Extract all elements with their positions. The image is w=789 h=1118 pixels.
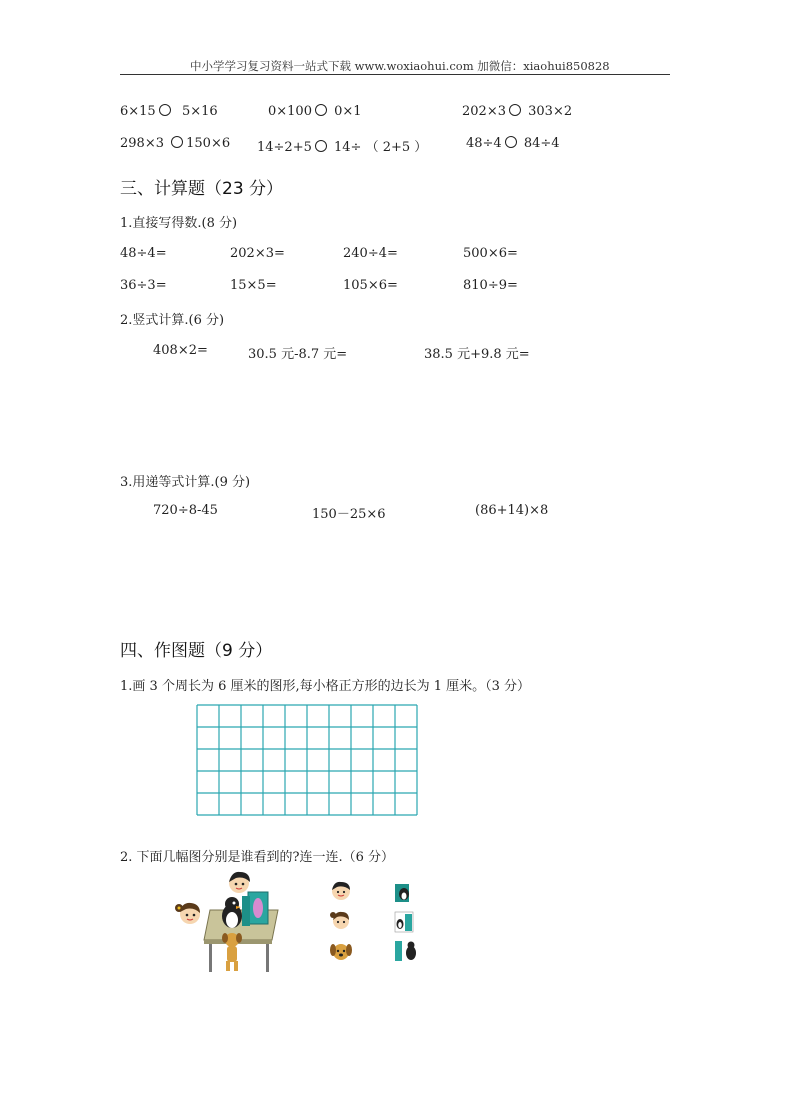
mental-math-item: 15×5=	[230, 278, 277, 293]
penguin-figure	[222, 897, 242, 928]
compare-circle[interactable]	[171, 136, 183, 148]
observation-scene-illustration	[170, 868, 285, 978]
drawing-q1-title: 1.画 3 个周长为 6 厘米的图形,每小格正方形的边长为 1 厘米。（3 分）	[120, 679, 531, 694]
compare-left: 298×3	[120, 136, 164, 151]
mental-math-item: 500×6=	[463, 246, 518, 261]
compare-circle[interactable]	[505, 136, 517, 148]
view-option-2[interactable]	[395, 912, 413, 932]
compare-circle[interactable]	[159, 104, 171, 116]
compare-right: 84÷4	[523, 136, 560, 151]
section3-title: 三、计算题（23 分）	[120, 179, 284, 199]
drawing-q2-title: 2. 下面几幅图分别是谁看到的?连一连.（6 分）	[120, 850, 395, 865]
stepwise-calc-item: (86+14)×8	[475, 503, 549, 518]
compare-circle[interactable]	[315, 104, 327, 116]
observer-faces-column	[328, 880, 354, 966]
page-header: 中小学学习复习资料一站式下载 www.woxiaohui.com 加微信：xiaohui850828	[190, 59, 610, 73]
views-column	[392, 882, 420, 964]
dog-figure	[222, 933, 242, 971]
compare-item	[120, 136, 230, 151]
mental-math-item: 810÷9=	[463, 278, 518, 293]
compare-item	[120, 104, 218, 119]
mental-math-item: 202×3=	[230, 246, 285, 261]
square-grid[interactable]	[196, 704, 418, 816]
q3-title: 3.用递等式计算.(9 分)	[120, 475, 251, 490]
compare-right: 150×6	[186, 136, 231, 151]
compare-right: 303×2	[528, 104, 573, 119]
q2-title: 2.竖式计算.(6 分)	[120, 313, 225, 328]
compare-item	[257, 136, 427, 155]
mental-math-item: 36÷3=	[120, 278, 167, 293]
compare-left: 14÷2+5	[257, 140, 312, 155]
compare-right: 5×16	[181, 104, 218, 119]
view-option-3[interactable]	[395, 941, 416, 961]
girl-face-icon[interactable]	[330, 912, 349, 929]
q1-title: 1.直接写得数.(8 分)	[120, 216, 238, 231]
compare-circle[interactable]	[509, 104, 521, 116]
grid-lines	[197, 705, 417, 815]
header-divider	[120, 74, 670, 75]
compare-item	[268, 104, 362, 119]
compare-left: 48÷4	[466, 136, 502, 151]
vertical-calc-item: 408×2=	[153, 343, 208, 358]
girl-figure-left	[175, 903, 200, 924]
compare-left: 6×15	[120, 104, 156, 119]
boy-face-icon[interactable]	[332, 882, 350, 900]
compare-right: 0×1	[334, 104, 362, 119]
stepwise-calc-item: 720÷8-45	[153, 503, 218, 518]
stepwise-calc-item: 150－25×6	[312, 507, 386, 522]
mental-math-item: 240÷4=	[343, 246, 398, 261]
compare-item	[462, 104, 572, 119]
compare-circle[interactable]	[315, 140, 327, 152]
compare-item	[466, 136, 560, 151]
compare-right: 14÷ （ 2+5 ）	[334, 140, 428, 155]
vertical-calc-item: 30.5 元-8.7 元=	[248, 347, 348, 362]
boy-figure-top	[229, 872, 250, 893]
mental-math-item: 105×6=	[343, 278, 398, 293]
vertical-calc-item: 38.5 元+9.8 元=	[424, 347, 530, 362]
mental-math-item: 48÷4=	[120, 246, 167, 261]
view-option-1[interactable]	[395, 884, 409, 902]
compare-left: 202×3	[462, 104, 506, 119]
section4-title: 四、作图题（9 分）	[120, 641, 273, 661]
box-object	[242, 892, 268, 926]
dog-face-icon[interactable]	[330, 944, 352, 960]
compare-left: 0×100	[268, 104, 312, 119]
